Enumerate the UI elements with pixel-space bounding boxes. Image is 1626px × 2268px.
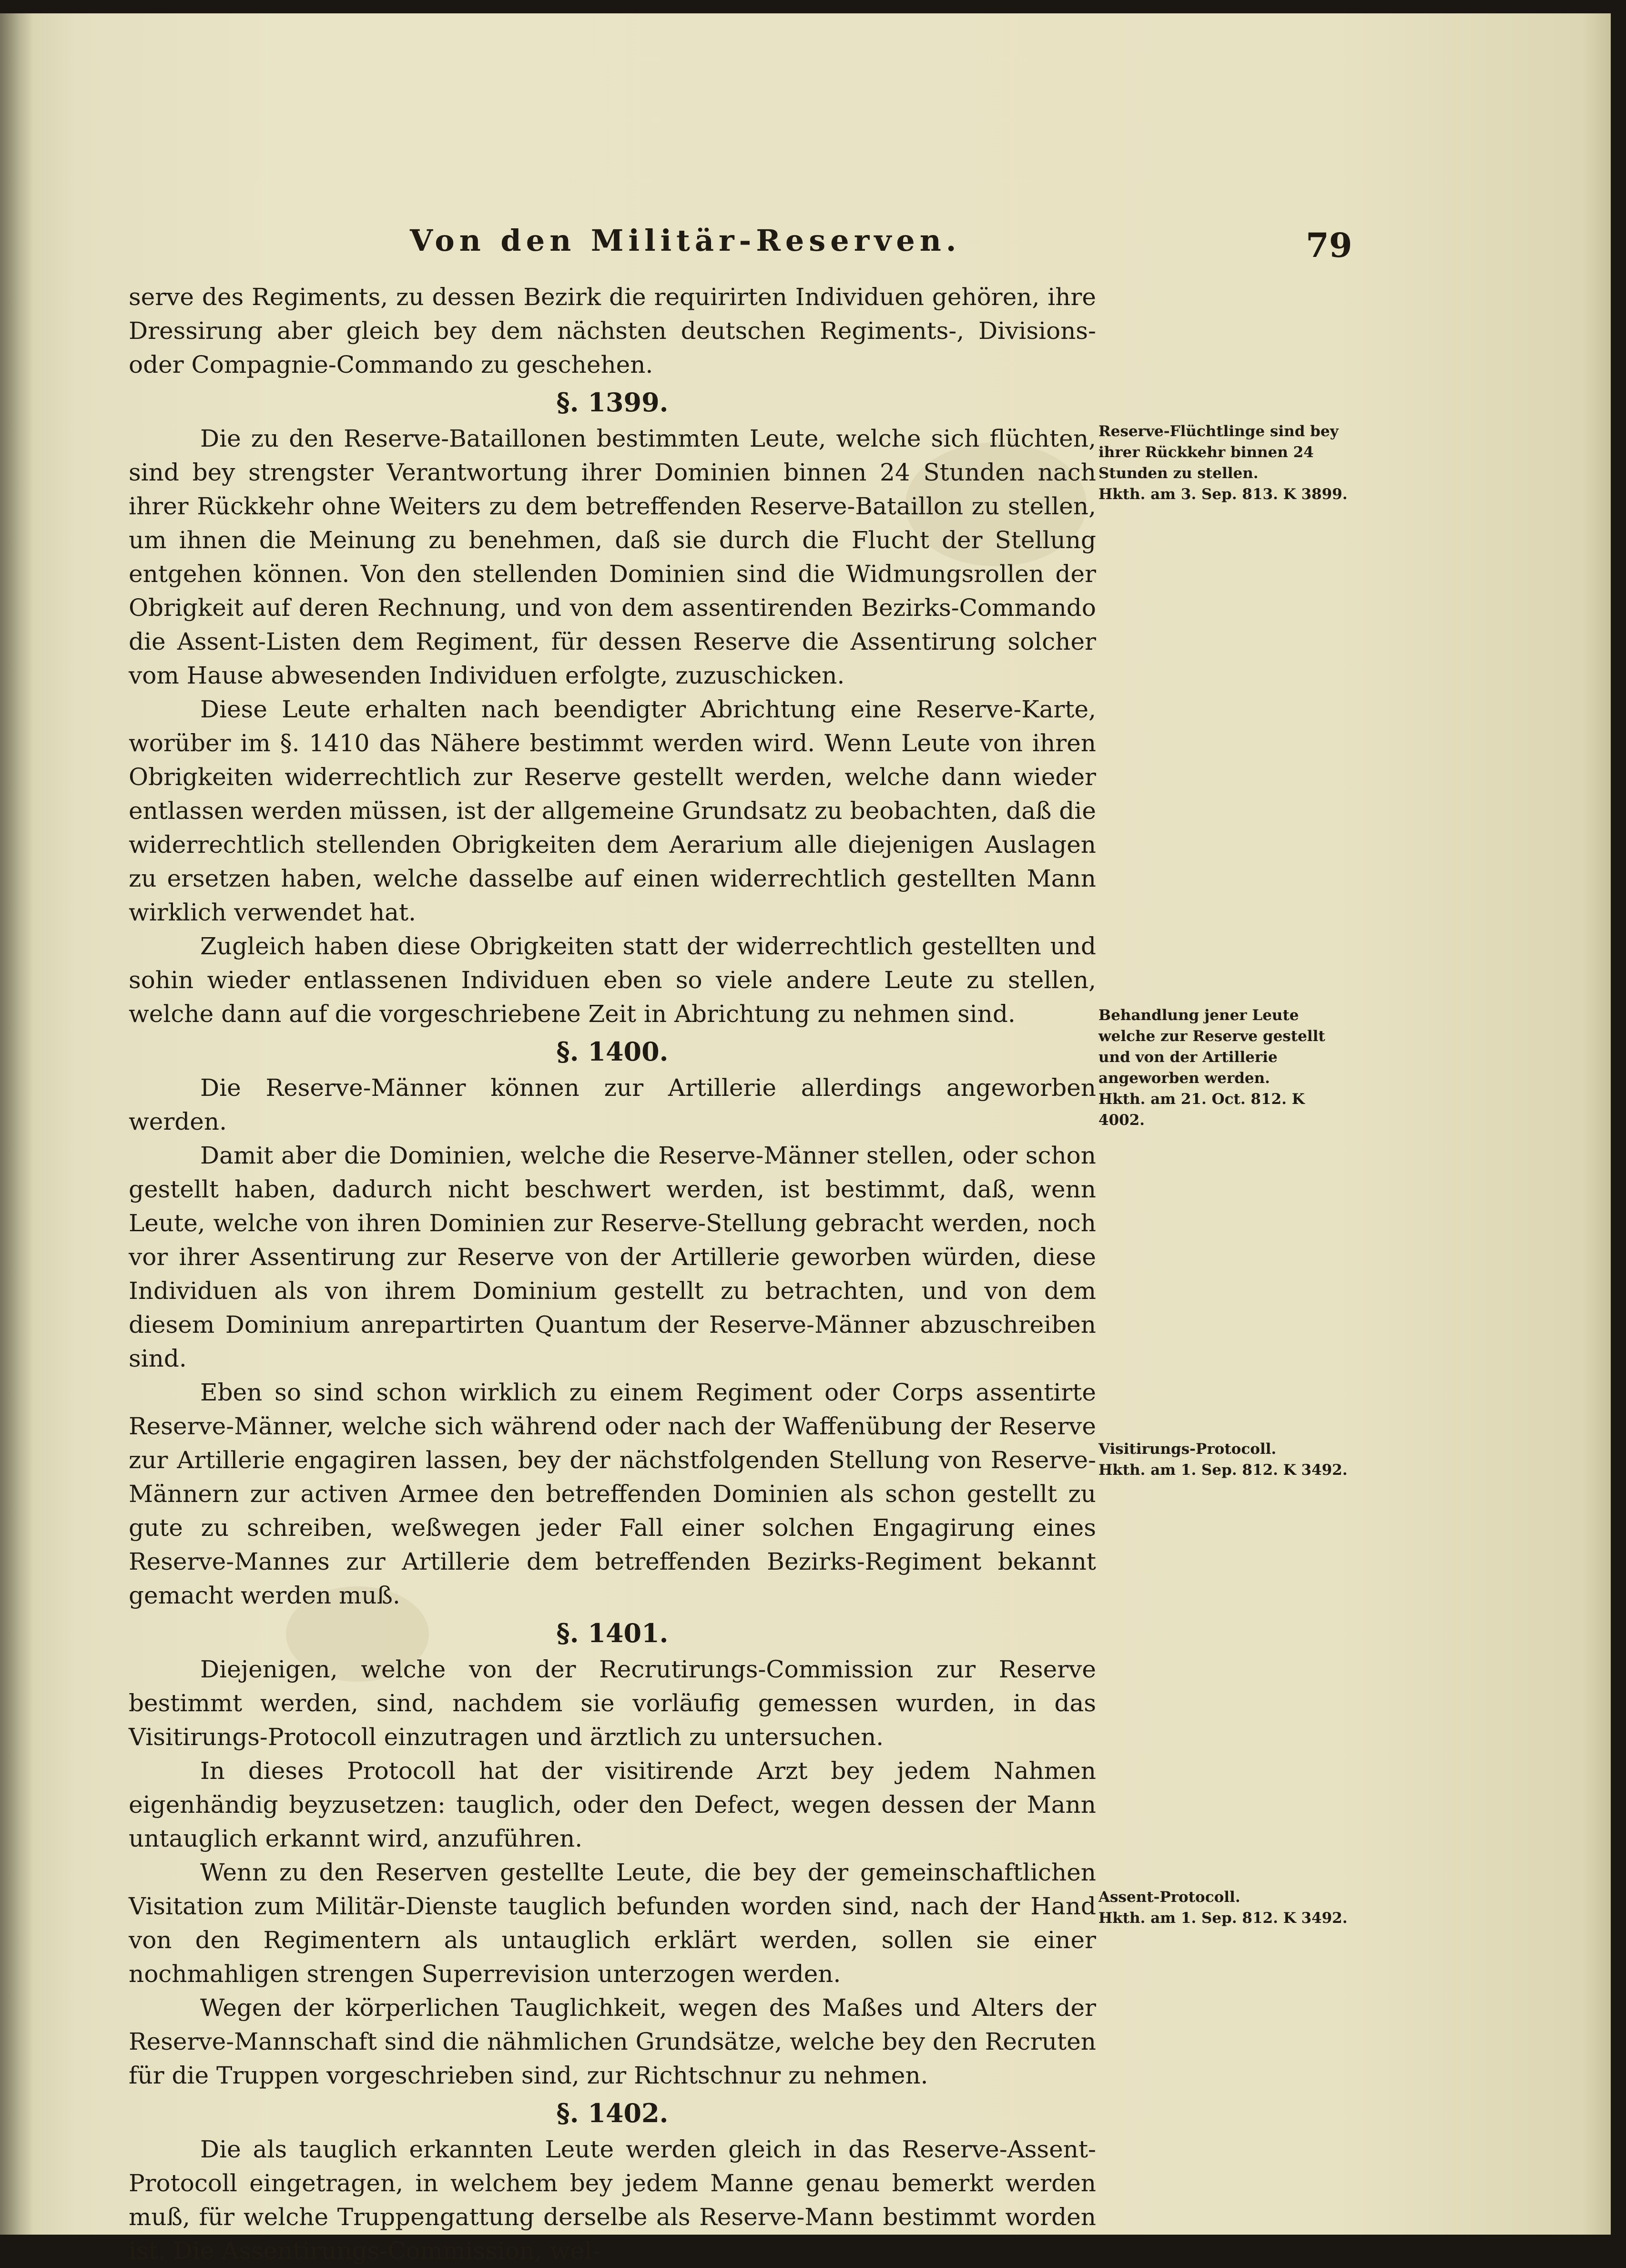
section-heading: §. 1400. (556, 1036, 669, 1067)
section-heading: §. 1402. (556, 2098, 669, 2128)
page-number: 79 (1306, 225, 1352, 265)
section-heading: §. 1399. (556, 387, 669, 418)
paragraph: Die als tauglich erkannten Leute werden gleich in das Reserve-Assent-Protocoll eingetragen, in welchem bey jedem Manne genau bemerkt werden muß, für welche Truppengattung derselbe als Reserve-Mann bestimmt worden ist. Die Assentirungs-Commission, wel- (129, 2135, 1096, 2265)
margin-note-title: Visitirungs-Protocoll. (1098, 1440, 1277, 1458)
paragraph: Damit aber die Dominien, welche die Reserve-Männer stellen, oder schon gestellt haben, dadurch nicht beschwert werden, ist bestimmt, daß, wenn Leute, welche von ihren Dominien zur Reserve-Stellung gebracht werden, noch vor ihrer Assentirung zur Reserve von der Artillerie geworben würden, diese Individuen als von ihrem Dominium gestellt zu betrachten, und von dem diesem Dominium anrepartirten Quantum der Reserve-Männer abzuschreiben sind. (129, 1142, 1096, 1372)
paragraph: Die zu den Reserve-Bataillonen bestimmten Leute, welche sich flüchten, sind bey strengster Verantwortung ihrer Dominien binnen 24 Stunden nach ihrer Rückkehr ohne Weiters zu dem betreffenden Reserve-Bataillon zu stellen, um ihnen die Meinung zu benehmen, daß sie durch die Flucht der Stellung entgehen können. Von den stellenden Dominien sind die Widmungsrollen der Obrigkeit auf deren Rechnung, und von dem assentirenden Bezirks-Commando die Assent-Listen dem Regiment, für dessen Reserve die Assentirung solcher vom Hause abwesenden Individuen erfolgte, zuzuschicken. (129, 425, 1096, 689)
book-gutter-shadow (0, 13, 33, 2235)
margin-note-title: Behandlung jener Leute welche zur Reserve gestellt und von der Artillerie angeworben werden. (1098, 1007, 1325, 1087)
page (0, 13, 1611, 2265)
margin-note-title: Reserve-Flüchtlinge sind bey ihrer Rückkehr binnen 24 Stunden zu stellen. (1098, 423, 1339, 482)
margin-note (1098, 1439, 1356, 1481)
margin-note-reference: Hkth. am 1. Sep. 812. K 3492. (1098, 1461, 1348, 1479)
margin-note-reference: Hkth. am 3. Sep. 813. K 3899. (1098, 486, 1348, 503)
paragraph: serve des Regiments, zu dessen Bezirk die requirirten Individuen gehören, ihre Dressirung aber gleich bey dem nächsten deutschen Regiments-, Divisions- oder Compagnie-Commando zu geschehen. (129, 283, 1096, 378)
section-heading: §. 1401. (556, 1618, 669, 1648)
margin-note (1098, 421, 1356, 505)
paragraph: Diese Leute erhalten nach beendigter Abrichtung eine Reserve-Karte, worüber im §. 1410 das Nähere bestimmt werden wird. Wenn Leute von ihren Obrigkeiten widerrechtlich zur Reserve gestellt werden, welche dann wieder entlassen werden müssen, ist der allgemeine Grundsatz zu beobachten, daß die widerrechtlich stellenden Obrigkeiten dem Aerarium alle diejenigen Auslagen zu ersetzen haben, welche dasselbe auf einen widerrechtlich gestellten Mann wirklich verwendet hat. (129, 695, 1096, 926)
main-text (129, 280, 1096, 2268)
paragraph: In dieses Protocoll hat der visitirende Arzt bey jedem Nahmen eigenhändig beyzusetzen: tauglich, oder den Defect, wegen dessen der Mann untauglich erkannt wird, anzuführen. (129, 1757, 1096, 1852)
margin-note-reference: Hkth. am 21. Oct. 812. K 4002. (1098, 1091, 1305, 1129)
margin-note-reference: Hkth. am 1. Sep. 812. K 3492. (1098, 1910, 1348, 1927)
margin-note-title: Assent-Protocoll. (1098, 1889, 1240, 1906)
paragraph: Eben so sind schon wirklich zu einem Regiment oder Corps assentirte Reserve-Männer, welche sich während oder nach der Waffenübung der Reserve zur Artillerie engagiren lassen, bey der nächstfolgenden Stellung von Reserve-Männern zur activen Armee den betreffenden Dominien als schon gestellt zu gute zu schreiben, weßwegen jeder Fall einer solchen Engagirung eines Reserve-Mannes zur Artillerie dem betreffenden Bezirks-Regiment bekannt gemacht werden muß. (129, 1379, 1096, 1609)
paragraph: Die Reserve-Männer können zur Artillerie allerdings angeworben werden. (129, 1074, 1096, 1135)
margin-note (1098, 1887, 1356, 1929)
paragraph: Wegen der körperlichen Tauglichkeit, wegen des Maßes und Alters der Reserve-Mannschaft sind die nähmlichen Grundsätze, welche bey den Recruten für die Truppen vorgeschrieben sind, zur Richtschnur zu nehmen. (129, 1994, 1096, 2089)
paragraph: Diejenigen, welche von der Recrutirungs-Commission zur Reserve bestimmt werden, sind, nachdem sie vorläufig gemessen wurden, in das Visitirungs-Protocoll einzutragen und ärztlich zu untersuchen. (129, 1655, 1096, 1751)
margin-note (1098, 1005, 1356, 1131)
running-header: Von den Militär-Reserven. (410, 223, 961, 258)
paragraph: Wenn zu den Reserven gestellte Leute, die bey der gemeinschaftlichen Visitation zum Militär-Dienste tauglich befunden worden sind, nach der Hand von den Regimentern als untauglich erklärt werden, sollen sie einer nochmahligen strengen Superrevision unterzogen werden. (129, 1859, 1096, 1988)
paragraph: Zugleich haben diese Obrigkeiten statt der widerrechtlich gestellten und sohin wieder entlassenen Individuen eben so viele andere Leute zu stellen, welche dann auf die vorgeschriebene Zeit in Abrichtung zu nehmen sind. (129, 932, 1096, 1028)
